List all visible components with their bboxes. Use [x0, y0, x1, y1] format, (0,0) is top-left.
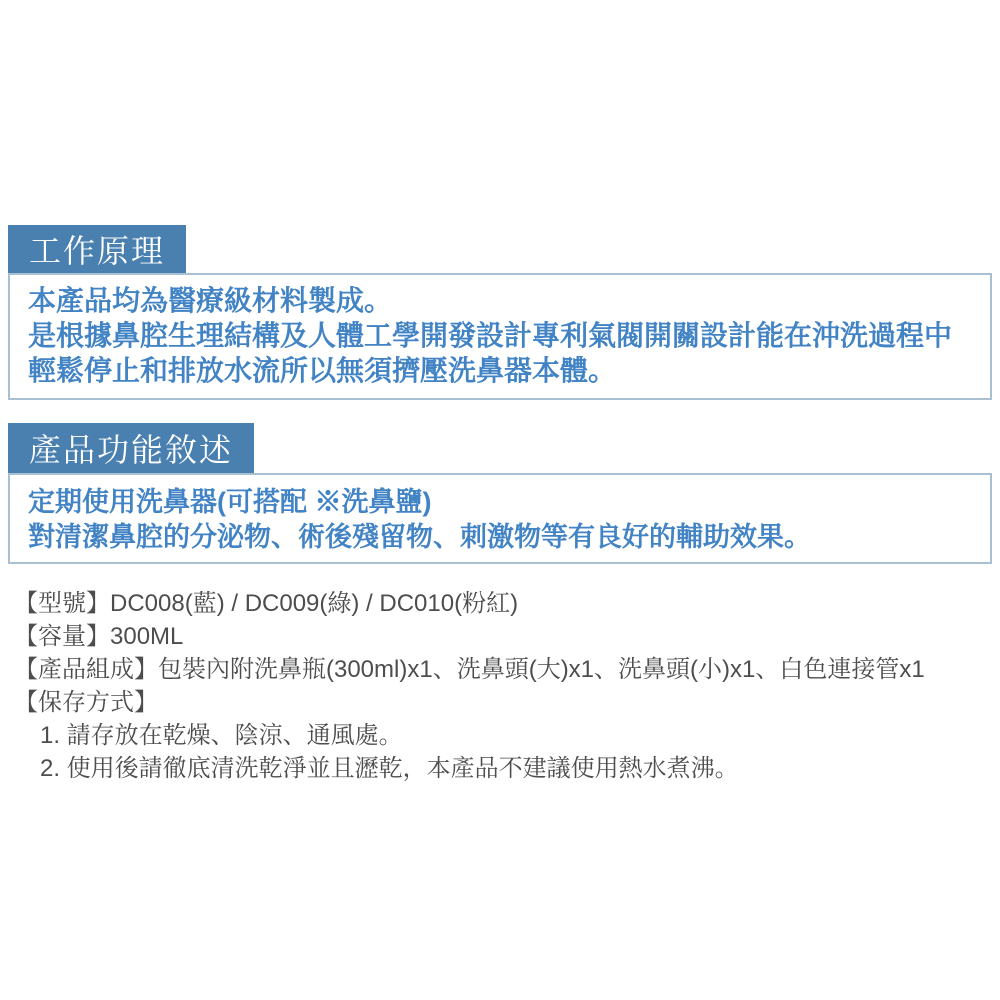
spec-capacity-label: 【容量】 — [14, 623, 110, 650]
text-line: 定期使用洗鼻器(可搭配 ※洗鼻鹽) — [28, 487, 432, 517]
working-principle-box — [8, 273, 992, 400]
spec-components — [14, 653, 925, 686]
section-title-product-function: 產品功能敘述 — [8, 423, 254, 473]
text-line: 本產品均為醫療級材料製成。 — [28, 285, 393, 316]
spec-capacity-value: 300ML — [110, 623, 184, 650]
spec-components-label: 【產品組成】 — [14, 656, 158, 683]
text-line: 輕鬆停止和排放水流所以無須擠壓洗鼻器本體。 — [28, 355, 617, 386]
spec-capacity — [14, 620, 925, 653]
spec-model-label: 【型號】 — [14, 590, 110, 617]
text-line: 對清潔鼻腔的分泌物、術後殘留物、刺激物等有良好的輔助效果。 — [28, 522, 811, 552]
spec-storage-title — [14, 686, 925, 719]
spec-storage-label: 【保存方式】 — [14, 689, 158, 716]
specs-section — [14, 587, 925, 785]
storage-step-2: 2. 使用後請徹底清洗乾淨並且瀝乾，本產品不建議使用熱水煮沸。 — [40, 755, 739, 782]
storage-step-1: 1. 請存放在乾燥、陰涼、通風處。 — [40, 722, 403, 749]
spec-model — [14, 587, 925, 620]
text-line: 是根據鼻腔生理結構及人體工學開發設計專利氣閥開關設計能在沖洗過程中 — [28, 320, 953, 351]
section-title-working-principle: 工作原理 — [8, 225, 186, 273]
product-function-box — [8, 473, 992, 564]
spec-components-value: 包裝內附洗鼻瓶(300ml)x1、洗鼻頭(大)x1、洗鼻頭(小)x1、白色連接管x1 — [158, 656, 925, 683]
spec-model-value: DC008(藍) / DC009(綠) / DC010(粉紅) — [110, 590, 519, 617]
